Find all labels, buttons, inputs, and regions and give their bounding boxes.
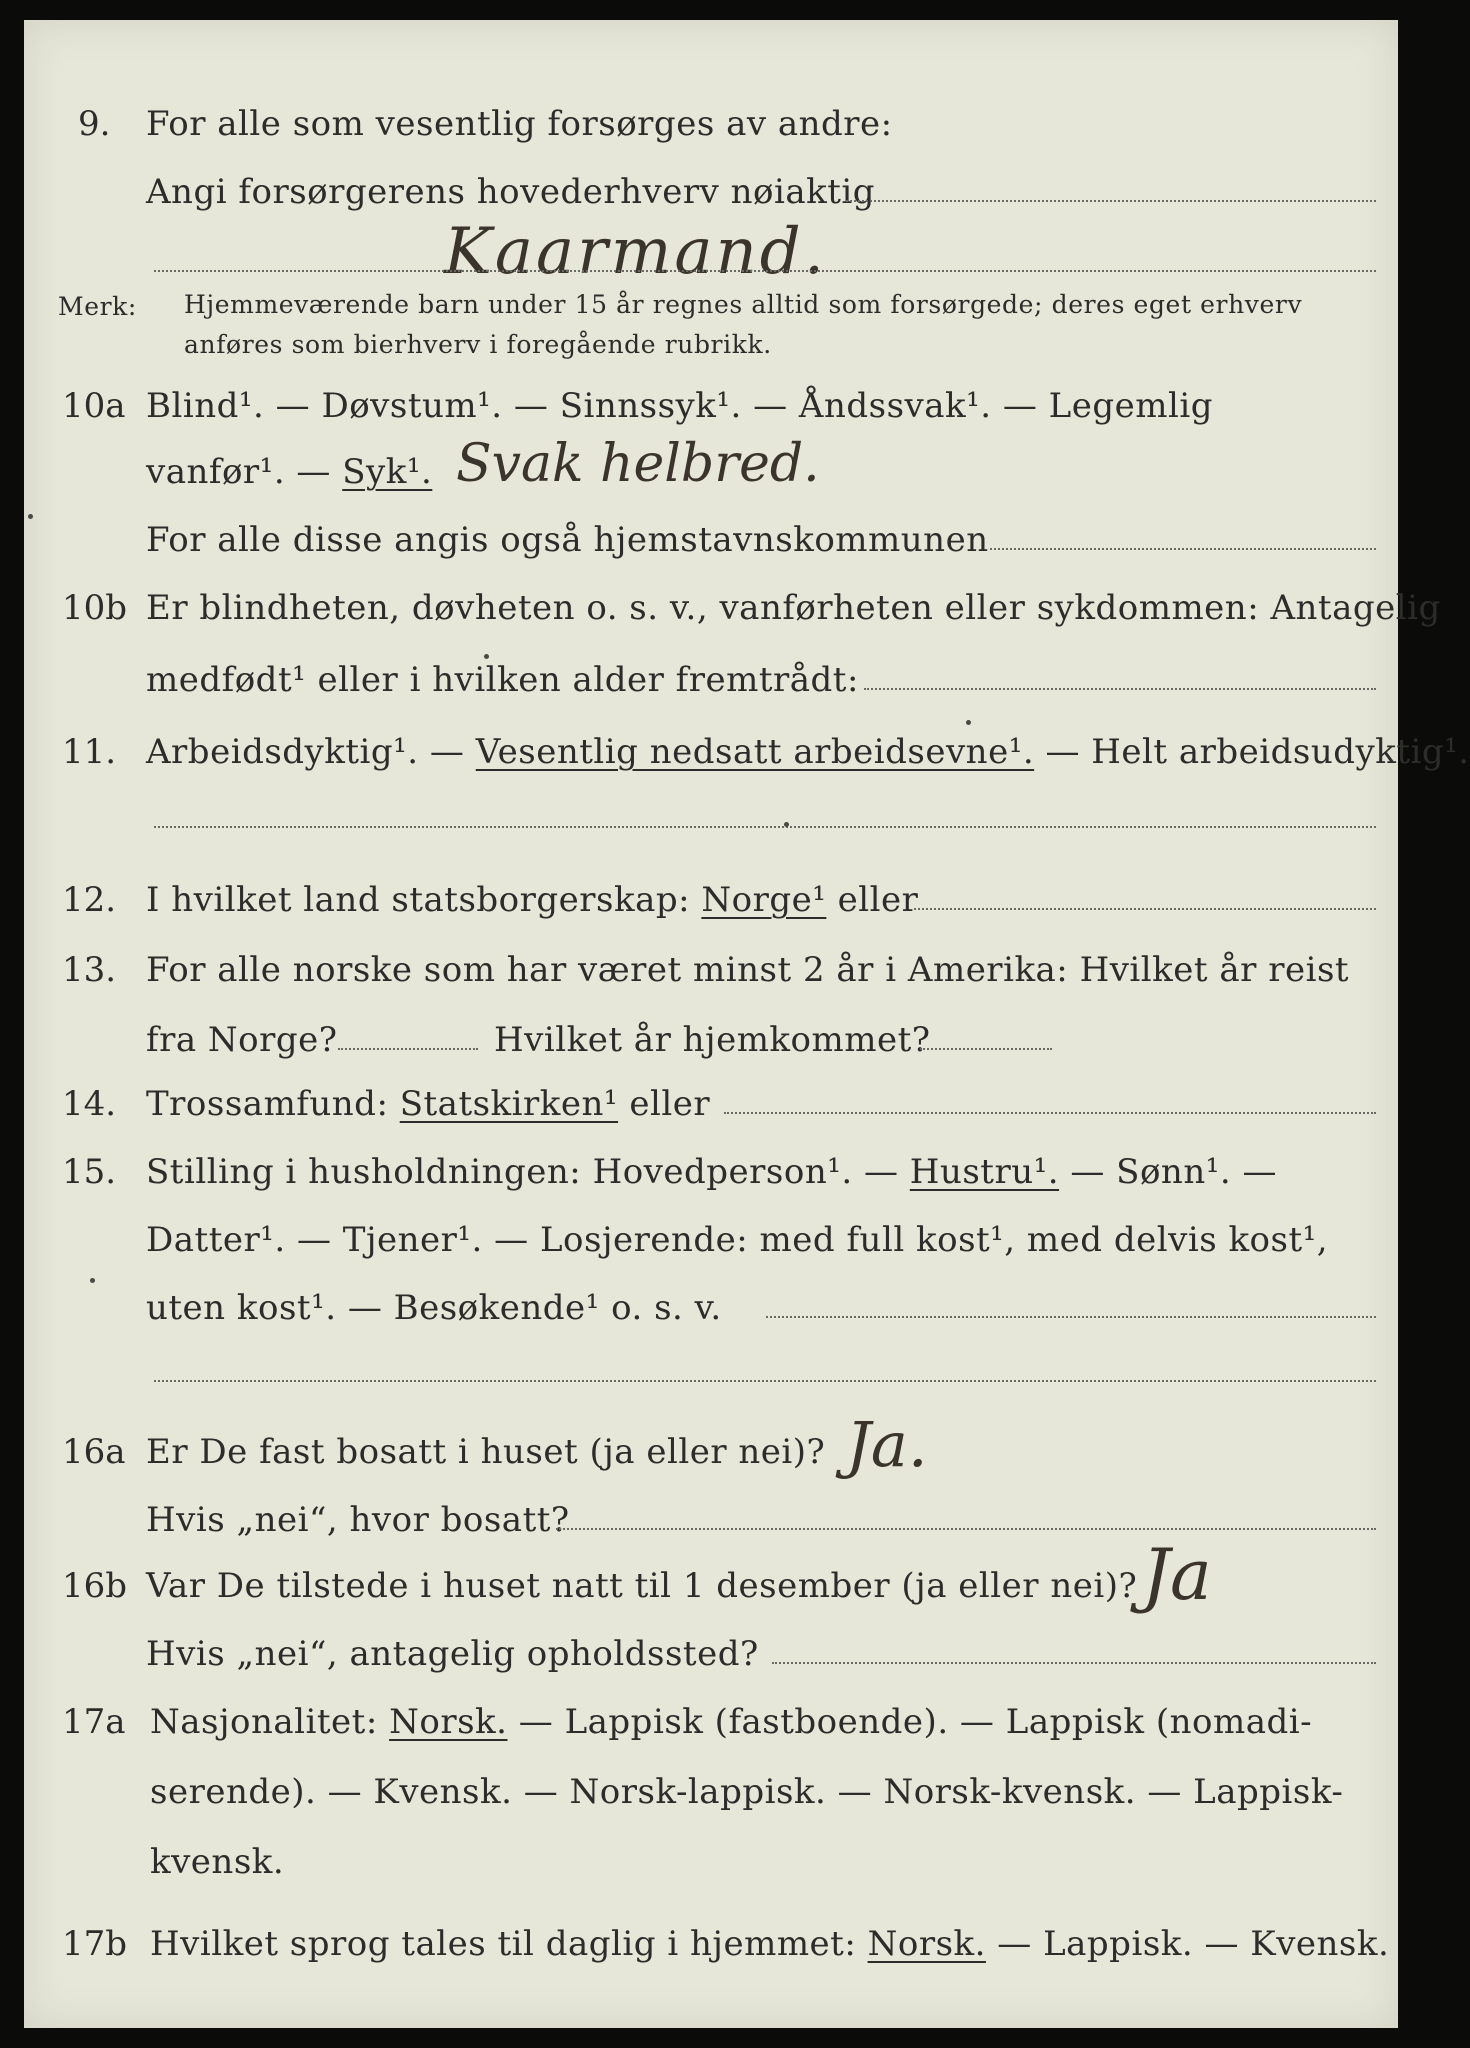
q10b-line1: Er blindheten, døvheten o. s. v., vanførheten eller sykdommen: Antagelig <box>146 588 1441 628</box>
q10b-number: 10b <box>62 588 128 628</box>
q15-dotted-line-2 <box>154 1380 1376 1382</box>
q15-dotted-line <box>766 1316 1376 1318</box>
q17b-selected-option: Norsk. <box>867 1924 986 1964</box>
q10a-line2: vanfør¹. — Syk¹. <box>146 452 433 492</box>
merk-label: Merk: <box>58 292 137 321</box>
q16a-line1: Er De fast bosatt i huset (ja eller nei)? <box>146 1432 826 1472</box>
ink-speck <box>484 654 489 659</box>
q10a-dotted-line <box>990 548 1376 550</box>
q15-line2: Datter¹. — Tjener¹. — Losjerende: med full kost¹, med delvis kost¹, <box>146 1220 1329 1260</box>
q17a-number: 17a <box>62 1702 126 1742</box>
q9-handwritten-answer: Kaarmand. <box>444 215 828 289</box>
q15-selected-option: Hustru¹. <box>909 1152 1060 1192</box>
q16b-line2: Hvis „nei“, antagelig opholdssted? <box>146 1634 759 1674</box>
q10b-dotted-line <box>864 688 1376 690</box>
q14-dotted-line <box>724 1112 1376 1114</box>
ink-speck <box>784 822 789 827</box>
q11-selected-option: Vesentlig nedsatt arbeidsevne¹. <box>475 732 1035 772</box>
ink-speck <box>966 720 971 725</box>
ink-speck <box>90 1278 95 1283</box>
q16a-handwritten-answer: Ja. <box>846 1408 928 1481</box>
census-form-page <box>24 20 1470 2028</box>
q13-number: 13. <box>62 950 117 990</box>
q17a-selected-option: Norsk. <box>389 1702 508 1742</box>
q11-dotted-line <box>154 826 1376 828</box>
q14-number: 14. <box>62 1084 117 1124</box>
q10a-line3: For alle disse angis også hjemstavnskommunen <box>146 520 989 560</box>
q16b-line1: Var De tilstede i huset natt til 1 desember (ja eller nei)? <box>146 1566 1138 1606</box>
q16a-number: 16a <box>62 1432 126 1472</box>
q13-line2a: fra Norge? <box>146 1020 338 1060</box>
q17b-number: 17b <box>62 1924 128 1964</box>
q9-dotted-line <box>846 200 1376 202</box>
q17a-line2: serende). — Kvensk. — Norsk-lappisk. — Norsk-kvensk. — Lappisk- <box>150 1772 1344 1812</box>
merk-line1: Hjemmeværende barn under 15 år regnes alltid som forsørgede; deres eget erhverv <box>184 290 1303 319</box>
q16b-handwritten-answer: Ja <box>1142 1534 1212 1616</box>
q16b-dotted-line <box>772 1662 1376 1664</box>
q12-line: I hvilket land statsborgerskap: Norge¹ eller <box>146 880 919 920</box>
q12-selected-option: Norge¹ <box>701 880 827 920</box>
ink-speck <box>28 514 33 519</box>
q9-line1: For alle som vesentlig forsørges av andre: <box>146 104 893 144</box>
q10a-number: 10a <box>62 386 126 426</box>
q10a-handwritten-answer: Svak helbred. <box>456 434 820 494</box>
q16a-dotted-line <box>556 1528 1376 1530</box>
q9-line2: Angi forsørgerens hovederhverv nøiaktig <box>146 172 876 212</box>
q16b-number: 16b <box>62 1566 128 1606</box>
q11-number: 11. <box>62 732 117 772</box>
q13-line2b: Hvilket år hjemkommet? <box>494 1020 931 1060</box>
q14-line: Trossamfund: Statskirken¹ eller <box>146 1084 711 1124</box>
q15-line3: uten kost¹. — Besøkende¹ o. s. v. <box>146 1288 722 1328</box>
q9-answer-line <box>154 270 1376 272</box>
q9-number: 9. <box>78 104 111 144</box>
merk-line2: anføres som bierhverv i foregående rubrikk. <box>184 330 772 359</box>
q11-line: Arbeidsdyktig¹. — Vesentlig nedsatt arbeidsevne¹. — Helt arbeidsudyktig¹. <box>146 732 1470 772</box>
q13-line1: For alle norske som har været minst 2 år i Amerika: Hvilket år reist <box>146 950 1350 990</box>
q12-dotted-line <box>914 908 1376 910</box>
q17a-line1: Nasjonalitet: Norsk. — Lappisk (fastboende). — Lappisk (nomadi- <box>150 1702 1313 1742</box>
q15-line1: Stilling i husholdningen: Hovedperson¹. — Hustru¹. — Sønn¹. — <box>146 1152 1277 1192</box>
q14-selected-option: Statskirken¹ <box>399 1084 619 1124</box>
q10a-line1: Blind¹. — Døvstum¹. — Sinnssyk¹. — Åndssvak¹. — Legemlig <box>146 386 1213 426</box>
q10a-syk-underlined: Syk¹. <box>342 452 433 492</box>
q16a-line2: Hvis „nei“, hvor bosatt? <box>146 1500 570 1540</box>
q15-number: 15. <box>62 1152 117 1192</box>
q13-dotted-line-b <box>920 1048 1052 1050</box>
q12-number: 12. <box>62 880 117 920</box>
q10b-line2: medfødt¹ eller i hvilken alder fremtrådt: <box>146 660 859 700</box>
q13-dotted-line-a <box>338 1048 478 1050</box>
q17a-line3: kvensk. <box>150 1842 285 1882</box>
q17b-line: Hvilket sprog tales til daglig i hjemmet: Norsk. — Lappisk. — Kvensk. <box>150 1924 1390 1964</box>
